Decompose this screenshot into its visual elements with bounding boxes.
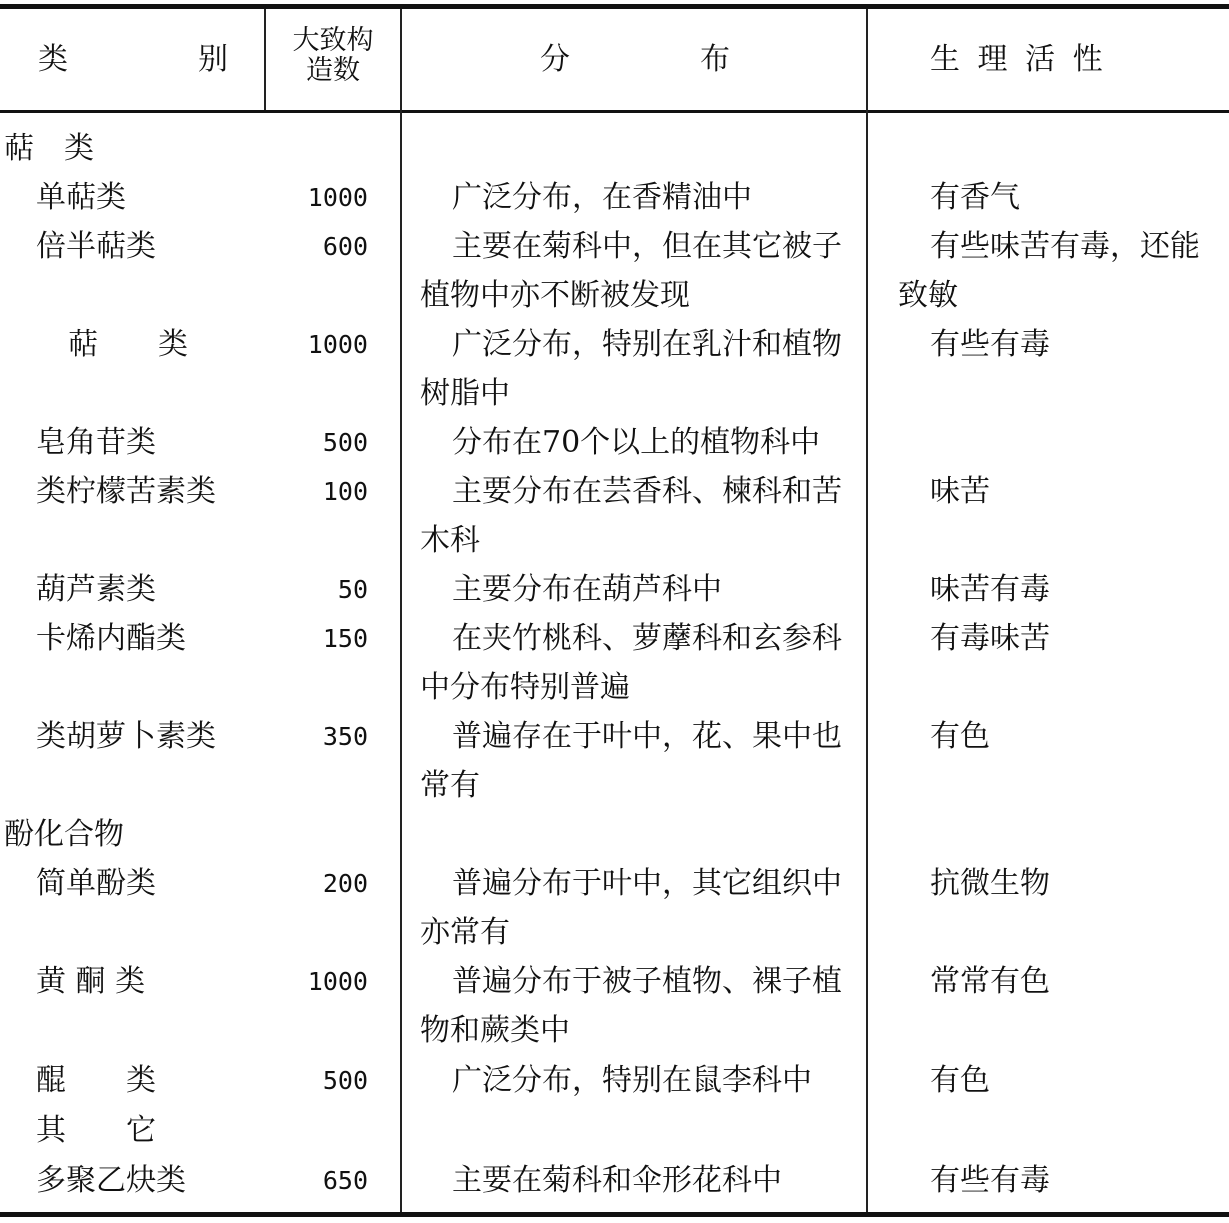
distribution-cell: 普遍分布于叶中，其它组织中亦常有	[420, 866, 842, 950]
activity-cell: 有些有毒	[930, 327, 1050, 362]
category-cell: 萜 类	[4, 131, 94, 166]
activity-cell: 味苦有毒	[930, 572, 1050, 607]
category-cell: 类胡萝卜素类	[36, 719, 216, 754]
count-cell: 650	[322, 1166, 368, 1195]
distribution-cell: 在夹竹桃科、萝藦科和玄参科中分布特别普遍	[420, 621, 842, 705]
distribution-cell: 广泛分布，特别在乳汁和植物树脂中	[420, 327, 842, 411]
count-cell: 500	[322, 428, 368, 457]
category-cell: 黄 酮 类	[36, 964, 146, 999]
header-distribution	[540, 0, 730, 112]
header-category-left: 类	[38, 42, 68, 77]
distribution-cell: 广泛分布，在香精油中	[452, 180, 752, 215]
category-cell: 类柠檬苦素类	[36, 474, 216, 509]
count-cell: 1000	[307, 183, 368, 212]
distribution-cell: 主要分布在葫芦科中	[452, 572, 722, 607]
category-cell: 卡烯内酯类	[36, 621, 186, 656]
category-cell: 皂角苷类	[36, 425, 156, 460]
activity-cell: 有色	[930, 1063, 990, 1098]
distribution-cell: 分布在70个以上的植物科中	[452, 425, 821, 460]
header-count	[266, 0, 400, 112]
activity-cell: 有香气	[930, 180, 1020, 215]
count-cell: 1000	[307, 330, 368, 359]
category-cell: 简单酚类	[36, 866, 156, 901]
distribution-cell: 普遍分布于被子植物、裸子植物和蕨类中	[420, 964, 842, 1048]
count-cell: 50	[337, 575, 368, 604]
distribution-cell: 普遍存在于叶中，花、果中也常有	[420, 719, 842, 803]
header-category	[38, 0, 228, 112]
category-cell: 多聚乙炔类	[36, 1163, 186, 1198]
category-cell: 葫芦素类	[36, 572, 156, 607]
count-cell: 350	[322, 722, 368, 751]
header-count-line2: 造数	[306, 55, 360, 86]
activity-cell: 抗微生物	[930, 866, 1050, 901]
distribution-cell: 广泛分布，特别在鼠李科中	[452, 1063, 812, 1098]
activity-cell: 有毒味苦	[930, 621, 1050, 656]
count-cell: 150	[322, 624, 368, 653]
category-cell: 倍半萜类	[36, 229, 156, 264]
count-cell: 1000	[307, 967, 368, 996]
header-distribution-left: 分	[540, 42, 570, 77]
header-activity: 生 理 活 性	[930, 42, 1107, 77]
distribution-cell: 主要分布在芸香科、楝科和苦木科	[420, 474, 842, 558]
column-divider-3	[866, 9, 868, 1212]
activity-cell: 有色	[930, 719, 990, 754]
bottom-rule	[0, 1212, 1229, 1217]
header-category-right: 别	[198, 42, 228, 77]
activity-cell: 味苦	[930, 474, 990, 509]
activity-cell: 有些味苦有毒，还能致敏	[898, 229, 1200, 313]
activity-cell: 常常有色	[930, 964, 1050, 999]
category-cell: 酚化合物	[4, 817, 124, 852]
header-distribution-right: 布	[700, 42, 730, 77]
count-cell: 200	[322, 869, 368, 898]
category-cell: 萜 类	[68, 327, 188, 362]
distribution-cell: 主要在菊科中，但在其它被子植物中亦不断被发现	[420, 229, 842, 313]
count-cell: 500	[322, 1066, 368, 1095]
count-cell: 100	[322, 477, 368, 506]
activity-cell: 有些有毒	[930, 1163, 1050, 1198]
distribution-cell: 主要在菊科和伞形花科中	[452, 1163, 782, 1198]
category-cell: 单萜类	[36, 180, 126, 215]
column-divider-2	[400, 9, 402, 1212]
category-cell: 醌 类	[36, 1063, 156, 1098]
category-cell: 其 它	[36, 1113, 156, 1148]
header-count-line1: 大致构	[292, 25, 374, 56]
count-cell: 600	[322, 232, 368, 261]
